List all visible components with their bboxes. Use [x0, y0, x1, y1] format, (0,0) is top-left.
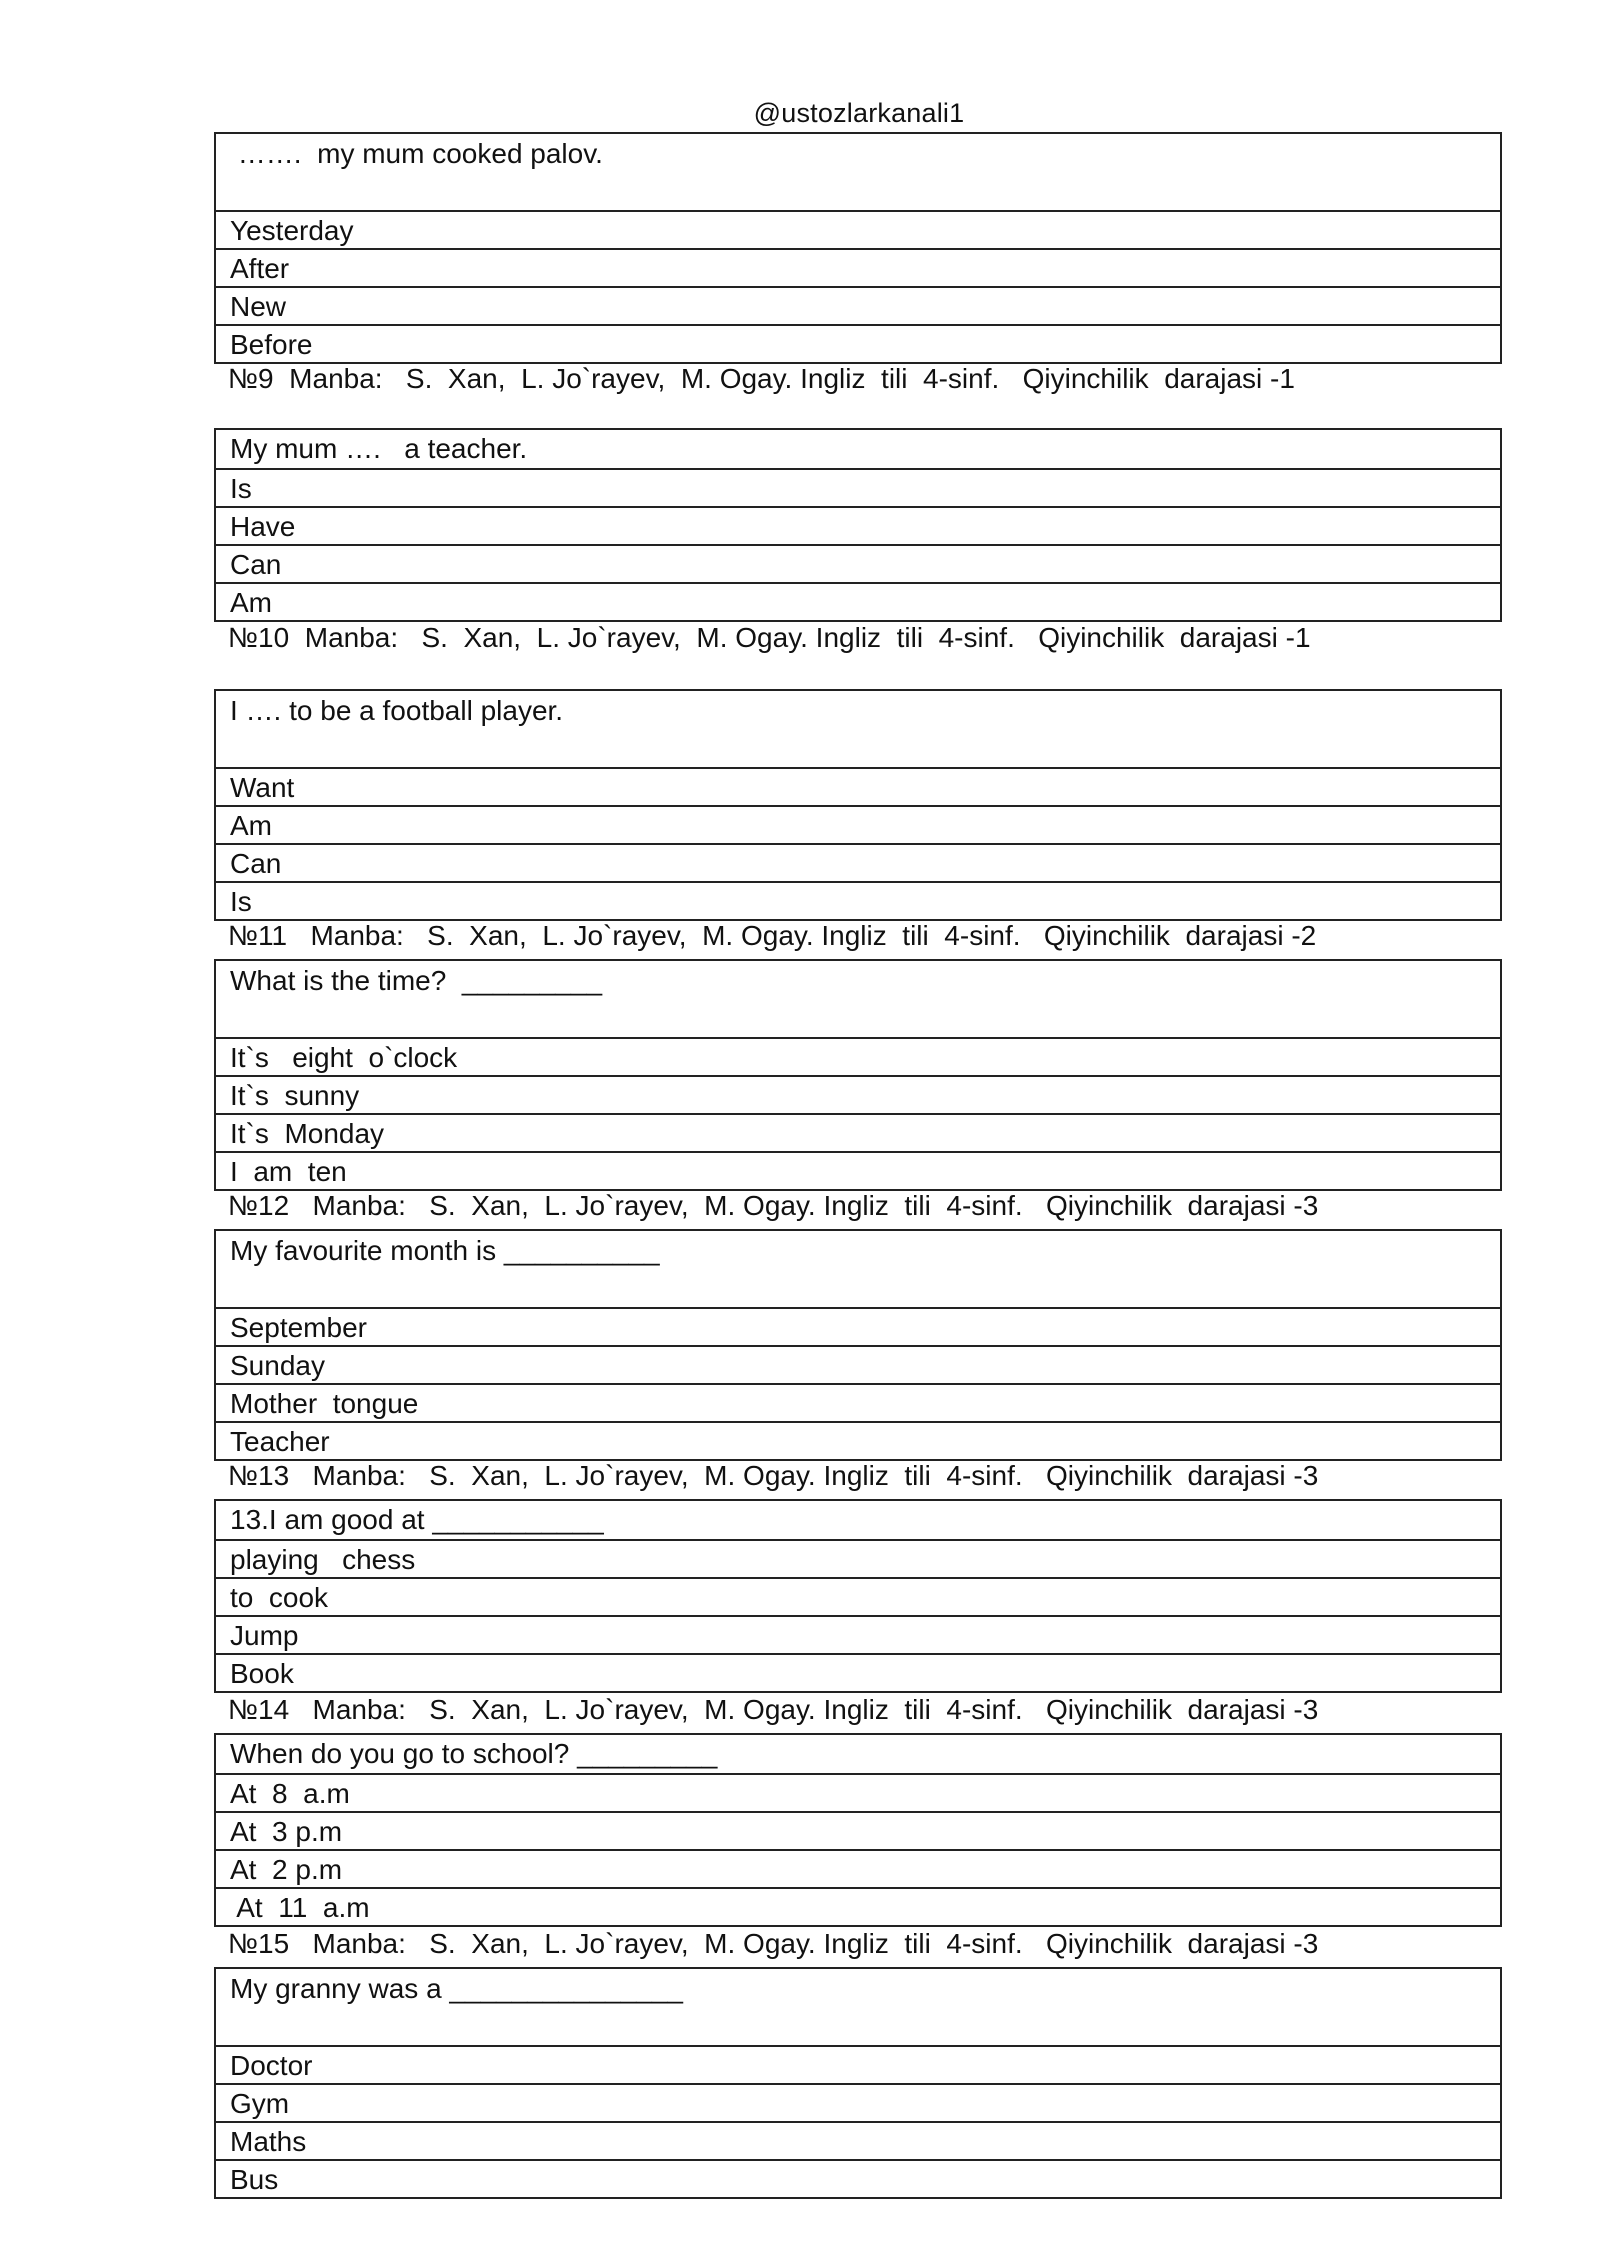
- answer-option-b: Have: [216, 506, 1500, 544]
- answer-option-d: Teacher: [216, 1421, 1500, 1459]
- answer-option-a: Doctor: [216, 2045, 1500, 2083]
- answer-option-c: At 2 p.m: [216, 1849, 1500, 1887]
- question-source-caption: №15 Manba: S. Xan, L. Jo`rayev, M. Ogay. Ingliz tili 4-sinf. Qiyinchilik darajasi -3: [228, 1928, 1319, 1959]
- answer-option-d: I am ten: [216, 1151, 1500, 1189]
- answer-option-c: Can: [216, 544, 1500, 582]
- question-block-8: [214, 1967, 1502, 2199]
- answer-option-b: Sunday: [216, 1345, 1500, 1383]
- answer-option-d: At 11 a.m: [216, 1887, 1500, 1925]
- answer-option-b: to cook: [216, 1577, 1500, 1615]
- question-block-6: [214, 1499, 1502, 1693]
- answer-option-d: Before: [216, 324, 1500, 362]
- answer-option-a: At 8 a.m: [216, 1773, 1500, 1811]
- answer-option-d: Book: [216, 1653, 1500, 1691]
- answer-option-a: Is: [216, 468, 1500, 506]
- answer-option-a: September: [216, 1307, 1500, 1345]
- answer-option-c: New: [216, 286, 1500, 324]
- answer-option-c: Mother tongue: [216, 1383, 1500, 1421]
- question-source-caption: №13 Manba: S. Xan, L. Jo`rayev, M. Ogay. Ingliz tili 4-sinf. Qiyinchilik darajasi -3: [228, 1460, 1319, 1491]
- answer-option-d: Am: [216, 582, 1500, 620]
- question-block-3: [214, 689, 1502, 921]
- answer-option-c: It`s Monday: [216, 1113, 1500, 1151]
- question-block-1: [214, 132, 1502, 364]
- answer-option-a: Want: [216, 767, 1500, 805]
- answer-option-d: Bus: [216, 2159, 1500, 2197]
- question-text: I …. to be a football player.: [230, 695, 564, 726]
- answer-option-a: Yesterday: [216, 210, 1500, 248]
- question-source-caption: №12 Manba: S. Xan, L. Jo`rayev, M. Ogay. Ingliz tili 4-sinf. Qiyinchilik darajasi -3: [228, 1190, 1319, 1221]
- question-block-4: [214, 959, 1502, 1191]
- question-text: My mum …. a teacher.: [230, 433, 528, 464]
- answer-option-b: At 3 p.m: [216, 1811, 1500, 1849]
- question-text: My granny was a _______________: [230, 1973, 684, 2004]
- question-block-7: [214, 1733, 1502, 1927]
- question-text: My favourite month is __________: [230, 1235, 660, 1266]
- question-text: What is the time? _________: [230, 965, 603, 996]
- answer-option-b: Am: [216, 805, 1500, 843]
- answer-option-c: Can: [216, 843, 1500, 881]
- question-block-2: [214, 428, 1502, 622]
- answer-option-c: Maths: [216, 2121, 1500, 2159]
- question-source-caption: №9 Manba: S. Xan, L. Jo`rayev, M. Ogay. Ingliz tili 4-sinf. Qiyinchilik darajasi -1: [228, 363, 1295, 394]
- question-text: ……. my mum cooked palov.: [230, 138, 603, 169]
- question-text: When do you go to school? _________: [230, 1738, 718, 1769]
- question-source-caption: №14 Manba: S. Xan, L. Jo`rayev, M. Ogay. Ingliz tili 4-sinf. Qiyinchilik darajasi -3: [228, 1694, 1319, 1725]
- answer-option-b: Gym: [216, 2083, 1500, 2121]
- answer-option-b: After: [216, 248, 1500, 286]
- channel-watermark: @ustozlarkanali1: [753, 98, 965, 128]
- question-source-caption: №11 Manba: S. Xan, L. Jo`rayev, M. Ogay. Ingliz tili 4-sinf. Qiyinchilik darajasi -2: [228, 920, 1317, 951]
- question-text: 13.I am good at ___________: [230, 1504, 604, 1535]
- answer-option-d: Is: [216, 881, 1500, 919]
- answer-option-a: It`s eight o`clock: [216, 1037, 1500, 1075]
- answer-option-b: It`s sunny: [216, 1075, 1500, 1113]
- answer-option-c: Jump: [216, 1615, 1500, 1653]
- question-source-caption: №10 Manba: S. Xan, L. Jo`rayev, M. Ogay. Ingliz tili 4-sinf. Qiyinchilik darajasi -1: [228, 622, 1311, 653]
- answer-option-a: playing chess: [216, 1539, 1500, 1577]
- question-block-5: [214, 1229, 1502, 1461]
